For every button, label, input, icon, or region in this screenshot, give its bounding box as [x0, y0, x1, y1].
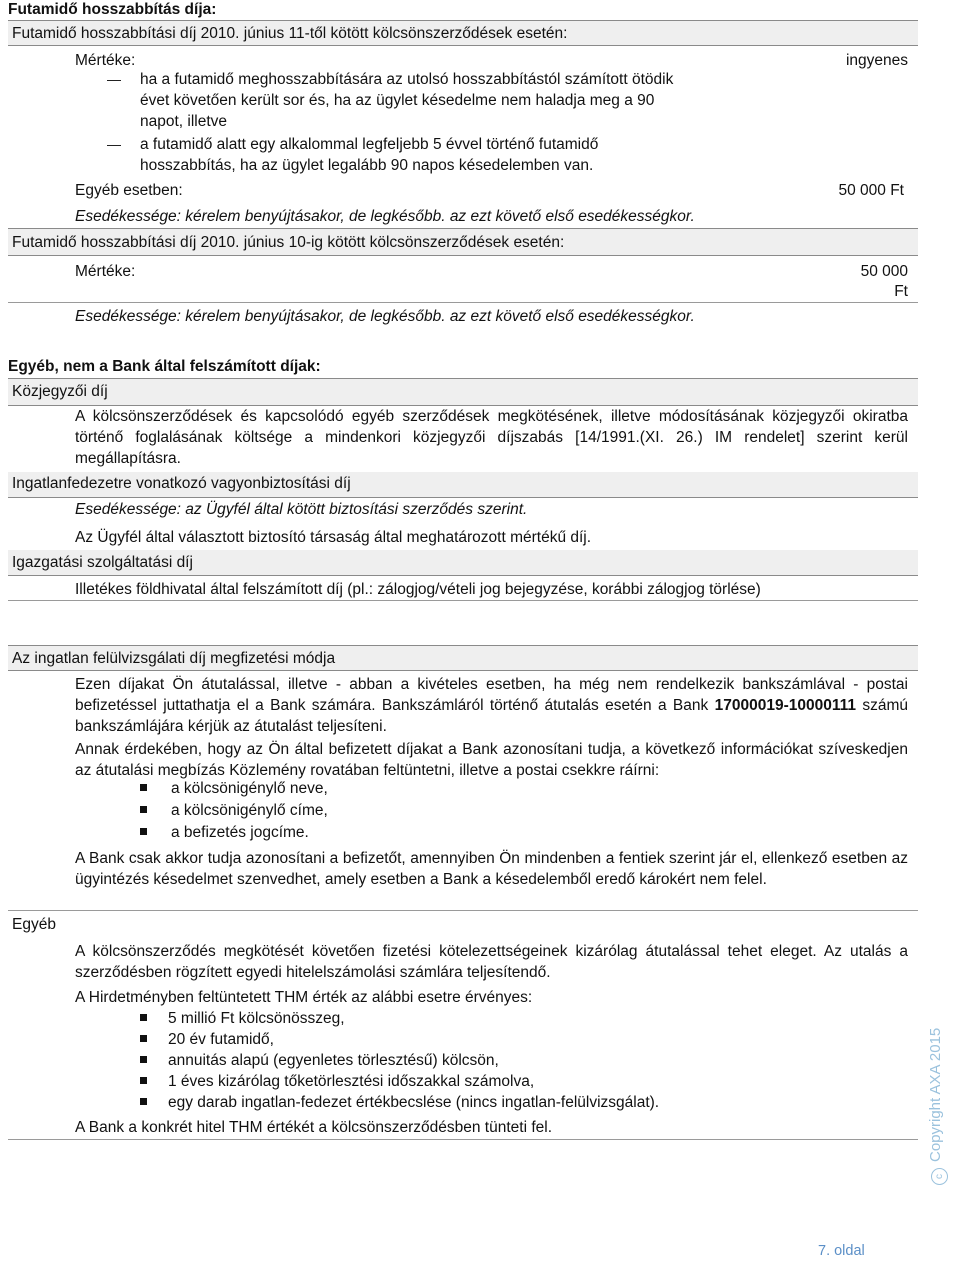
subsection-band-1 — [8, 20, 918, 46]
rate-label: Mértéke: — [75, 52, 136, 69]
payment-paragraph-3: A Bank csak akkor tudja azonosítani a befizetőt, amennyiben Ön mindenben a fentiek szerint jár el, ellenkező esetben az ügyintézés késedelmet szenvedhet, amely esetben a Bank a késedelemből eredő károkért nem felel. — [75, 850, 908, 888]
rate-value-2-amount: 50 000 — [860, 263, 908, 280]
notary-fee-text: A kölcsönszerződések és kapcsolódó egyéb szerződések megkötésének, illetve módosításának közjegyzői okiratba történő foglalásának költsége a mindenkori közjegyzői díjszabás [14/1991.(XI. 26.) IM rendelet] szerint kerül megállapításra. — [75, 408, 908, 467]
insurance-due-note: Esedékessége: az Ügyfél által kötött biztosítási szerződés szerint. — [75, 501, 528, 518]
copyright-notice — [926, 985, 948, 1185]
bullet-item: 1 éves kizárólag tőketörlesztési időszakkal számolva, — [168, 1073, 535, 1090]
bullet-marker — [140, 1056, 147, 1063]
bullet-item: 5 millió Ft kölcsönösszeg, — [168, 1010, 345, 1027]
bank-account-number: 17000019-10000111 — [714, 697, 856, 714]
other-label: Egyéb — [12, 916, 56, 933]
bullet-marker — [140, 1014, 147, 1021]
thm-closing-note: A Bank a konkrét hitel THM értékét a kölcsönszerződésben tünteti fel. — [75, 1119, 553, 1136]
payment-method-label: Az ingatlan felülvizsgálati díj megfizetési módja — [12, 650, 336, 667]
bullet-marker — [140, 1035, 147, 1042]
payment-band — [8, 645, 918, 671]
copyright-icon: c — [931, 1168, 948, 1185]
bullet-marker — [140, 1077, 147, 1084]
bullet-item: a kölcsönigénylő neve, — [171, 780, 328, 797]
due-date-note-1: Esedékessége: kérelem benyújtásakor, de legkésőbb. az ezt követő első esedékességkor. — [75, 208, 695, 225]
subsection-title-after-2010: Futamidő hosszabbítási díj 2010. június 11-től kötött kölcsönszerződések esetén: — [12, 25, 568, 42]
bullet-item: egy darab ingatlan-fedezet értékbecslése (nincs ingatlan-felülvizsgálat). — [168, 1094, 660, 1111]
other-case-label: Egyéb esetben: — [75, 182, 183, 199]
dash-marker — [107, 145, 121, 146]
bullet-item: a kölcsönigénylő címe, — [171, 802, 328, 819]
copyright-text: Copyright AXA 2015 — [927, 1027, 944, 1162]
other-case-value: 50 000 Ft — [838, 182, 904, 199]
fee-band-admin — [8, 550, 918, 576]
rate-value-free: ingyenes — [845, 52, 908, 69]
bullet-marker — [140, 806, 147, 813]
admin-fee-text: Illetékes földhivatal által felszámított díj (pl.: zálogjog/vételi jog bejegyzése, korábbi zálogjog törlése) — [75, 581, 761, 598]
rate-label-2: Mértéke: — [75, 263, 136, 280]
bullet-marker — [140, 1098, 147, 1105]
fee-band-insurance — [8, 472, 918, 498]
rate-value-2-currency: Ft — [894, 283, 908, 300]
bullet-item: annuitás alapú (egyenletes törlesztésű) kölcsön, — [168, 1052, 499, 1069]
condition-2-line-2: hosszabbítás, ha az ügylet legalább 90 napos késedelemben van. — [140, 157, 594, 174]
subsection-title-before-2010: Futamidő hosszabbítási díj 2010. június 10-ig kötött kölcsönszerződések esetén: — [12, 234, 565, 251]
admin-fee-label: Igazgatási szolgáltatási díj — [12, 554, 193, 571]
condition-1-line-1: ha a futamidő meghosszabbítására az utolsó hosszabbítástól számított ötödik — [140, 71, 674, 88]
dash-marker — [107, 80, 121, 81]
payment-paragraph-1-end: számú bankszámlájára kérjük az átutalást teljesíteni. — [75, 697, 908, 735]
insurance-fee-label: Ingatlanfedezetre vonatkozó vagyonbiztosítási díj — [12, 475, 351, 492]
bullet-marker — [140, 784, 147, 791]
bullet-item: a befizetés jogcíme. — [171, 824, 309, 841]
subsection-band-2 — [8, 228, 918, 256]
condition-1-line-3: napot, illetve — [140, 113, 228, 130]
payment-paragraph-1-start: Ezen díjakat Ön átutalással, illetve - abban a kivételes esetben, ha még nem rendelkezik bankszámlával - postai befizetéssel juttathatja el a Bank számára. Bankszámláról történő átutalás esetén a Bank — [75, 676, 908, 714]
insurance-fee-text: Az Ügyfél által választott biztosító társaság által meghatározott mértékű díj. — [75, 529, 592, 546]
payment-paragraph-1 — [75, 674, 908, 737]
condition-2-line-1: a futamidő alatt egy alkalommal legfeljebb 5 évvel történő futamidő — [140, 136, 599, 153]
fee-band-notary — [8, 378, 918, 406]
section-title-term-extension: Futamidő hosszabbítás díja: — [8, 1, 217, 18]
page-number: 7. oldal — [818, 1243, 865, 1259]
divider — [8, 302, 918, 303]
bullet-marker — [140, 828, 147, 835]
thm-intro: A Hirdetményben feltüntetett THM érték az alábbi esetre érvényes: — [75, 989, 533, 1006]
divider — [8, 910, 918, 911]
bullet-item: 20 év futamidő, — [168, 1031, 274, 1048]
section-title-other-fees: Egyéb, nem a Bank által felszámított díjak: — [8, 358, 321, 375]
divider — [8, 600, 918, 601]
other-paragraph-1: A kölcsönszerződés megkötését követően fizetési kötelezettségeinek kizárólag átutalással tehet eleget. Az utalás a szerződésben rögzített egyedi hitelelszámolási számlára teljesítendő. — [75, 943, 908, 981]
divider — [8, 1139, 918, 1140]
payment-paragraph-2: Annak érdekében, hogy az Ön által befizetett díjakat a Bank azonosítani tudja, a következő információkat szíveskedjen az átutalási megbízás Közlemény rovatában feltüntetni, illetve a postai csekkre ráírni: — [75, 741, 908, 779]
due-date-note-2: Esedékessége: kérelem benyújtásakor, de legkésőbb. az ezt követő első esedékességkor. — [75, 308, 695, 325]
condition-1-line-2: évet követően került sor és, ha az ügylet késedelme nem haladja meg a 90 — [140, 92, 655, 109]
notary-fee-label: Közjegyzői díj — [12, 383, 108, 400]
